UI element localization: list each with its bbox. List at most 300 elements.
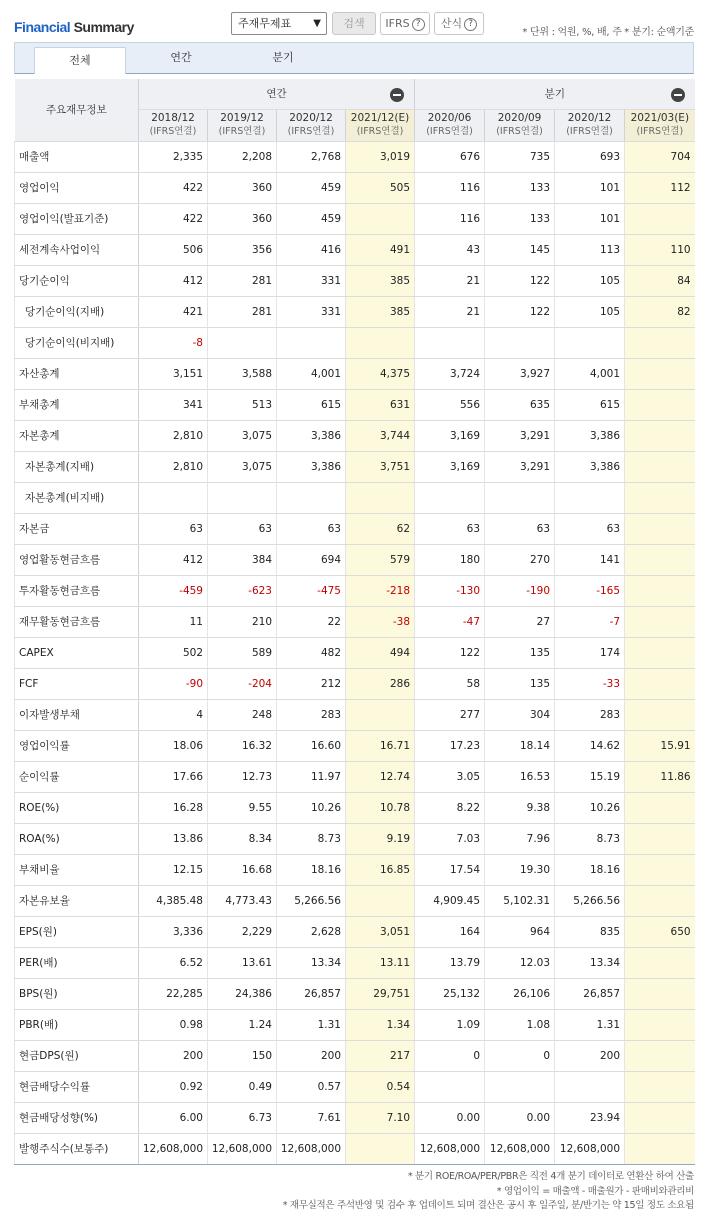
value-cell: 18.16 <box>277 854 346 885</box>
summary-header <box>14 10 694 38</box>
table-row <box>15 575 695 606</box>
value-cell: 101 <box>555 172 625 203</box>
value-cell: 11 <box>139 606 208 637</box>
table-row <box>15 854 695 885</box>
value-cell <box>625 854 695 885</box>
row-label: 영업이익 <box>15 172 139 203</box>
value-cell: 0.57 <box>277 1071 346 1102</box>
value-cell <box>346 203 415 234</box>
value-cell <box>415 482 485 513</box>
value-cell: 494 <box>346 637 415 668</box>
value-cell: 4,909.45 <box>415 885 485 916</box>
value-cell: 63 <box>415 513 485 544</box>
table-row <box>15 792 695 823</box>
row-label: 투자활동현금흐름 <box>15 575 139 606</box>
footnote-1: * 분기 ROE/ROA/PER/PBR은 직전 4개 분기 데이터로 연환산 하여 산출 <box>407 1171 694 1182</box>
financial-summary-table <box>14 79 695 1165</box>
value-cell: 3,291 <box>485 420 555 451</box>
value-cell: 200 <box>277 1040 346 1071</box>
value-cell: 3,744 <box>346 420 415 451</box>
value-cell: 3,075 <box>208 451 277 482</box>
value-cell: 12,608,000 <box>208 1133 277 1164</box>
row-label: 당기순이익 <box>15 265 139 296</box>
table-row <box>15 699 695 730</box>
row-label: 부채총계 <box>15 389 139 420</box>
value-cell: 23.94 <box>555 1102 625 1133</box>
value-cell: 304 <box>485 699 555 730</box>
value-cell: 421 <box>139 296 208 327</box>
value-cell: 16.28 <box>139 792 208 823</box>
value-cell: 21 <box>415 296 485 327</box>
value-cell: 43 <box>415 234 485 265</box>
row-label: 영업이익(발표기준) <box>15 203 139 234</box>
value-cell: 13.79 <box>415 947 485 978</box>
period-date: 2020/12 <box>567 112 612 124</box>
value-cell: 384 <box>208 544 277 575</box>
value-cell: 19.30 <box>485 854 555 885</box>
row-label: EPS(원) <box>15 916 139 947</box>
value-cell <box>625 203 695 234</box>
value-cell <box>485 327 555 358</box>
value-cell: 17.23 <box>415 730 485 761</box>
value-cell <box>277 482 346 513</box>
value-cell: 1.31 <box>277 1009 346 1040</box>
value-cell: 63 <box>208 513 277 544</box>
period-header <box>208 109 277 141</box>
value-cell: 122 <box>485 265 555 296</box>
value-cell: 482 <box>277 637 346 668</box>
value-cell: 12.74 <box>346 761 415 792</box>
value-cell: 21 <box>415 265 485 296</box>
period-basis: (IFRS연결) <box>218 126 266 137</box>
value-cell <box>625 978 695 1009</box>
row-label: CAPEX <box>15 637 139 668</box>
table-row <box>15 668 695 699</box>
table-row <box>15 265 695 296</box>
period-header <box>485 109 555 141</box>
value-cell <box>555 327 625 358</box>
value-cell: 248 <box>208 699 277 730</box>
value-cell: 735 <box>485 141 555 172</box>
period-header <box>555 109 625 141</box>
row-label: 당기순이익(비지배) <box>15 327 139 358</box>
value-cell: 1.08 <box>485 1009 555 1040</box>
period-date: 2018/12 <box>151 112 195 124</box>
row-label: 영업활동현금흐름 <box>15 544 139 575</box>
period-basis: (IFRS연결) <box>149 126 197 137</box>
table-row <box>15 420 695 451</box>
value-cell: 133 <box>485 172 555 203</box>
value-cell: 13.11 <box>346 947 415 978</box>
value-cell: 13.34 <box>277 947 346 978</box>
value-cell: 2,768 <box>277 141 346 172</box>
value-cell: 283 <box>555 699 625 730</box>
value-cell: 1.34 <box>346 1009 415 1040</box>
value-cell: 3,051 <box>346 916 415 947</box>
table-row <box>15 916 695 947</box>
row-label: PER(배) <box>15 947 139 978</box>
question-icon: ? <box>464 18 477 31</box>
value-cell: 12.15 <box>139 854 208 885</box>
value-cell <box>625 668 695 699</box>
value-cell: 491 <box>346 234 415 265</box>
period-header <box>346 109 415 141</box>
value-cell: 12,608,000 <box>555 1133 625 1164</box>
value-cell: 116 <box>415 172 485 203</box>
value-cell: 105 <box>555 265 625 296</box>
title-summary: Summary <box>73 19 134 35</box>
value-cell: 6.00 <box>139 1102 208 1133</box>
row-label: 순이익률 <box>15 761 139 792</box>
value-cell: 331 <box>277 265 346 296</box>
value-cell <box>346 1133 415 1164</box>
value-cell <box>625 947 695 978</box>
value-cell <box>346 885 415 916</box>
value-cell <box>625 1133 695 1164</box>
value-cell: 964 <box>485 916 555 947</box>
value-cell: 13.61 <box>208 947 277 978</box>
table-row <box>15 358 695 389</box>
row-label: 자본유보율 <box>15 885 139 916</box>
value-cell: 63 <box>555 513 625 544</box>
table-row <box>15 730 695 761</box>
value-cell: 12,608,000 <box>277 1133 346 1164</box>
value-cell <box>625 1102 695 1133</box>
group-quarter <box>415 79 695 109</box>
value-cell: 385 <box>346 265 415 296</box>
value-cell: 693 <box>555 141 625 172</box>
value-cell <box>625 389 695 420</box>
value-cell: 9.55 <box>208 792 277 823</box>
value-cell: 5,266.56 <box>277 885 346 916</box>
formula-help-button[interactable] <box>434 12 484 35</box>
value-cell: 22,285 <box>139 978 208 1009</box>
value-cell <box>415 1071 485 1102</box>
value-cell: -218 <box>346 575 415 606</box>
value-cell: 2,229 <box>208 916 277 947</box>
value-cell: 3,386 <box>277 420 346 451</box>
value-cell: 4,773.43 <box>208 885 277 916</box>
value-cell: -204 <box>208 668 277 699</box>
table-row <box>15 1133 695 1164</box>
value-cell: 29,751 <box>346 978 415 1009</box>
row-label: 자본금 <box>15 513 139 544</box>
collapse-quarter-icon[interactable] <box>671 88 685 102</box>
table-row <box>15 947 695 978</box>
value-cell: 14.62 <box>555 730 625 761</box>
value-cell: 3,169 <box>415 420 485 451</box>
value-cell: 11.97 <box>277 761 346 792</box>
value-cell: 6.73 <box>208 1102 277 1133</box>
table-row <box>15 606 695 637</box>
value-cell <box>625 575 695 606</box>
value-cell <box>208 327 277 358</box>
value-cell: 459 <box>277 172 346 203</box>
tab-annual[interactable]: 연간 <box>170 51 192 64</box>
value-cell: 7.96 <box>485 823 555 854</box>
row-label: 매출액 <box>15 141 139 172</box>
value-cell: 505 <box>346 172 415 203</box>
value-cell: 0.98 <box>139 1009 208 1040</box>
table-row <box>15 637 695 668</box>
value-cell: 635 <box>485 389 555 420</box>
value-cell: 3,386 <box>555 451 625 482</box>
value-cell: 105 <box>555 296 625 327</box>
period-date: 2021/03(E) <box>630 112 690 124</box>
value-cell: 63 <box>485 513 555 544</box>
tab-all[interactable]: 전체 <box>34 47 126 74</box>
title-financial: Financial <box>14 19 71 35</box>
value-cell: 58 <box>415 668 485 699</box>
table-row <box>15 1102 695 1133</box>
value-cell <box>625 451 695 482</box>
footnote-3: * 재무실적은 주석반영 및 검수 후 업데이트 되며 결산은 공시 후 일주일, 분/반기는 약 15일 정도 소요됨 <box>282 1200 694 1211</box>
search-button[interactable]: 검색 <box>332 12 376 35</box>
row-label: 세전계속사업이익 <box>15 234 139 265</box>
tab-quarterly[interactable]: 분기 <box>272 51 294 64</box>
value-cell: 174 <box>555 637 625 668</box>
value-cell: 26,106 <box>485 978 555 1009</box>
value-cell: 356 <box>208 234 277 265</box>
value-cell: 12,608,000 <box>139 1133 208 1164</box>
period-date: 2020/06 <box>427 112 472 124</box>
value-cell <box>485 1071 555 1102</box>
table-row <box>15 513 695 544</box>
value-cell <box>277 327 346 358</box>
row-label: 발행주식수(보통주) <box>15 1133 139 1164</box>
value-cell: 3,336 <box>139 916 208 947</box>
value-cell: 27 <box>485 606 555 637</box>
value-cell: 82 <box>625 296 695 327</box>
row-label: ROE(%) <box>15 792 139 823</box>
row-label: 현금배당수익률 <box>15 1071 139 1102</box>
row-label: 당기순이익(지배) <box>15 296 139 327</box>
value-cell: 4,385.48 <box>139 885 208 916</box>
value-cell: 3,386 <box>555 420 625 451</box>
value-cell: 4,001 <box>277 358 346 389</box>
value-cell: 2,810 <box>139 451 208 482</box>
value-cell <box>625 420 695 451</box>
value-cell: 412 <box>139 265 208 296</box>
value-cell: 1.24 <box>208 1009 277 1040</box>
value-cell: 6.52 <box>139 947 208 978</box>
value-cell: 7.03 <box>415 823 485 854</box>
value-cell: 63 <box>277 513 346 544</box>
value-cell: 281 <box>208 265 277 296</box>
value-cell: 122 <box>485 296 555 327</box>
value-cell: 3,151 <box>139 358 208 389</box>
table-row <box>15 482 695 513</box>
value-cell <box>625 637 695 668</box>
value-cell: 12,608,000 <box>485 1133 555 1164</box>
footnote-2: * 영업이익 = 매출액 - 매출원가 - 판매비와관리비 <box>496 1185 694 1197</box>
row-label: 현금배당성향(%) <box>15 1102 139 1133</box>
period-basis: (IFRS연결) <box>496 126 543 137</box>
value-cell: -7 <box>555 606 625 637</box>
value-cell <box>415 327 485 358</box>
table-row <box>15 1009 695 1040</box>
period-basis: (IFRS연결) <box>426 126 473 137</box>
value-cell: 589 <box>208 637 277 668</box>
value-cell <box>625 792 695 823</box>
value-cell: 212 <box>277 668 346 699</box>
value-cell: 694 <box>277 544 346 575</box>
value-cell: 8.34 <box>208 823 277 854</box>
value-cell: -165 <box>555 575 625 606</box>
value-cell: 1.09 <box>415 1009 485 1040</box>
period-header <box>415 109 485 141</box>
value-cell: 3,751 <box>346 451 415 482</box>
value-cell <box>555 1071 625 1102</box>
row-label: ROA(%) <box>15 823 139 854</box>
value-cell: 13.86 <box>139 823 208 854</box>
value-cell: 133 <box>485 203 555 234</box>
table-row <box>15 544 695 575</box>
value-cell: 631 <box>346 389 415 420</box>
table-row <box>15 823 695 854</box>
value-cell: 22 <box>277 606 346 637</box>
row-label: FCF <box>15 668 139 699</box>
value-cell: 15.91 <box>625 730 695 761</box>
page-title <box>14 19 134 35</box>
value-cell <box>625 513 695 544</box>
value-cell: 676 <box>415 141 485 172</box>
value-cell: 135 <box>485 668 555 699</box>
value-cell: 25,132 <box>415 978 485 1009</box>
value-cell: 0.92 <box>139 1071 208 1102</box>
value-cell: 3,075 <box>208 420 277 451</box>
value-cell: 63 <box>139 513 208 544</box>
value-cell: 2,810 <box>139 420 208 451</box>
value-cell <box>625 606 695 637</box>
value-cell: 116 <box>415 203 485 234</box>
value-cell: 113 <box>555 234 625 265</box>
value-cell: 7.10 <box>346 1102 415 1133</box>
value-cell: 200 <box>555 1040 625 1071</box>
value-cell: 18.16 <box>555 854 625 885</box>
value-cell <box>346 482 415 513</box>
statement-type-select[interactable] <box>231 12 327 35</box>
value-cell <box>346 327 415 358</box>
value-cell: 0.00 <box>485 1102 555 1133</box>
value-cell: -38 <box>346 606 415 637</box>
value-cell: 556 <box>415 389 485 420</box>
value-cell <box>625 327 695 358</box>
value-cell: 13.34 <box>555 947 625 978</box>
period-date: 2020/12 <box>289 112 333 124</box>
value-cell: 0.49 <box>208 1071 277 1102</box>
collapse-annual-icon[interactable] <box>390 88 404 102</box>
value-cell: -623 <box>208 575 277 606</box>
value-cell: 3.05 <box>415 761 485 792</box>
footnotes <box>283 1170 694 1214</box>
period-basis: (IFRS연결) <box>287 126 335 137</box>
value-cell <box>208 482 277 513</box>
value-cell: 110 <box>625 234 695 265</box>
value-cell <box>625 482 695 513</box>
row-label: BPS(원) <box>15 978 139 1009</box>
value-cell: 4 <box>139 699 208 730</box>
value-cell: 385 <box>346 296 415 327</box>
value-cell: 8.73 <box>555 823 625 854</box>
period-basis: (IFRS연결) <box>356 126 404 137</box>
value-cell: 331 <box>277 296 346 327</box>
group-annual-label: 연간 <box>266 88 287 101</box>
value-cell: 180 <box>415 544 485 575</box>
value-cell: 360 <box>208 203 277 234</box>
value-cell: 286 <box>346 668 415 699</box>
period-date: 2021/12(E) <box>350 112 410 124</box>
value-cell: 3,291 <box>485 451 555 482</box>
value-cell: 150 <box>208 1040 277 1071</box>
row-label: 자본총계 <box>15 420 139 451</box>
value-cell: 10.78 <box>346 792 415 823</box>
value-cell: 3,386 <box>277 451 346 482</box>
value-cell: 16.85 <box>346 854 415 885</box>
value-cell: 412 <box>139 544 208 575</box>
value-cell: 513 <box>208 389 277 420</box>
value-cell: 12,608,000 <box>415 1133 485 1164</box>
value-cell: 4,001 <box>555 358 625 389</box>
table-row <box>15 1040 695 1071</box>
table-row <box>15 203 695 234</box>
value-cell: 210 <box>208 606 277 637</box>
ifrs-help-button[interactable] <box>380 12 430 35</box>
row-label: 자본총계(비지배) <box>15 482 139 513</box>
table-row <box>15 978 695 1009</box>
value-cell: 5,266.56 <box>555 885 625 916</box>
value-cell: 422 <box>139 203 208 234</box>
row-label: 영업이익률 <box>15 730 139 761</box>
value-cell: 15.19 <box>555 761 625 792</box>
value-cell: 2,208 <box>208 141 277 172</box>
statement-type-value: 주재무제표 <box>238 17 292 30</box>
row-label: 재무활동현금흐름 <box>15 606 139 637</box>
table-row <box>15 327 695 358</box>
value-cell: -47 <box>415 606 485 637</box>
value-cell: 122 <box>415 637 485 668</box>
table-row <box>15 1071 695 1102</box>
value-cell: 283 <box>277 699 346 730</box>
table-row <box>15 296 695 327</box>
value-cell: 615 <box>277 389 346 420</box>
period-date: 2020/09 <box>497 112 542 124</box>
value-cell: 459 <box>277 203 346 234</box>
table-body <box>15 141 695 1164</box>
value-cell: 16.53 <box>485 761 555 792</box>
value-cell: 16.68 <box>208 854 277 885</box>
value-cell: 141 <box>555 544 625 575</box>
value-cell: 281 <box>208 296 277 327</box>
value-cell: 7.61 <box>277 1102 346 1133</box>
value-cell: 12.73 <box>208 761 277 792</box>
value-cell: -459 <box>139 575 208 606</box>
value-cell: 0.54 <box>346 1071 415 1102</box>
value-cell <box>625 1009 695 1040</box>
value-cell: 16.71 <box>346 730 415 761</box>
period-header <box>277 109 346 141</box>
table-row <box>15 389 695 420</box>
value-cell: 579 <box>346 544 415 575</box>
value-cell: 17.66 <box>139 761 208 792</box>
value-cell <box>485 482 555 513</box>
value-cell <box>625 358 695 389</box>
row-label: 부채비율 <box>15 854 139 885</box>
period-header <box>625 109 695 141</box>
value-cell: -475 <box>277 575 346 606</box>
formula-label: 산식 <box>440 17 463 30</box>
row-label: 현금DPS(원) <box>15 1040 139 1071</box>
